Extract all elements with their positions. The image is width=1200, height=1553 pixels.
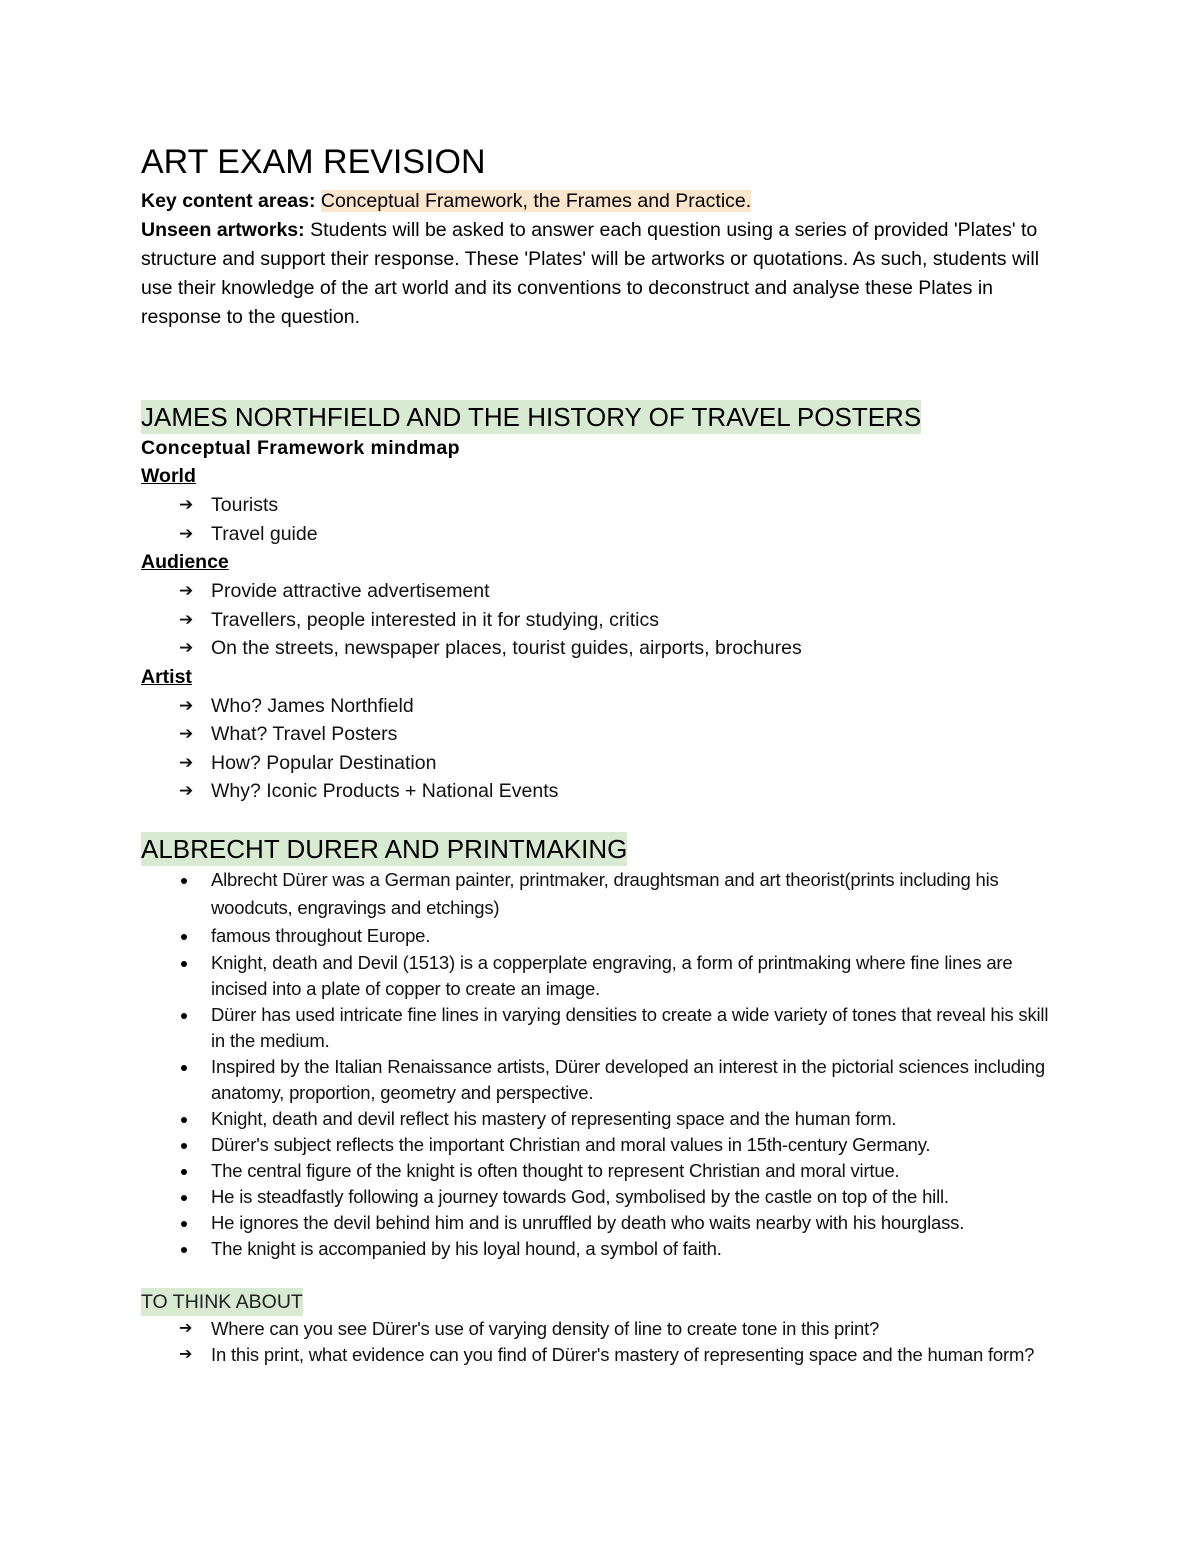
section-northfield xyxy=(141,400,1061,806)
list-item: ➔ Travellers, people interested in it for studying, critics xyxy=(179,606,1061,635)
bullet-icon xyxy=(181,1221,187,1227)
bullet-icon xyxy=(181,1065,187,1071)
arrow-icon: ➔ xyxy=(179,695,194,715)
list-item: ➔ Tourists xyxy=(179,491,1061,520)
list-item: Dürer's subject reflects the important Christian and moral values in 15th-century Germany. xyxy=(179,1132,1061,1158)
list-item: ➔ Where can you see Dürer's use of varying density of line to create tone in this print? xyxy=(179,1316,1061,1342)
arrow-icon: ➔ xyxy=(179,1319,193,1337)
key-content-label: Key content areas: xyxy=(141,190,316,212)
list-item: famous throughout Europe. xyxy=(179,922,1061,950)
bullet-icon xyxy=(181,1143,187,1149)
think-about-heading: TO THINK ABOUT xyxy=(141,1288,303,1316)
unseen-artworks-text: Students will be asked to answer each question using a series of provided 'Plates' to structure and support their response. These 'Plates' will be artworks or quotations. As such, students will use their knowledge of the art world and its conventions to deconstruct and analyse these Plates in response to the question. xyxy=(141,219,1040,328)
list-item: Albrecht Dürer was a German painter, printmaker, draughtsman and art theorist(prints including his woodcuts, engravings and etchings) xyxy=(179,866,1061,922)
section-durer xyxy=(141,832,1061,1368)
bullet-icon xyxy=(181,961,187,967)
arrow-icon: ➔ xyxy=(179,1345,193,1363)
list-item: ➔ Provide attractive advertisement xyxy=(179,577,1061,606)
arrow-icon: ➔ xyxy=(179,523,194,543)
unseen-artworks-label: Unseen artworks: xyxy=(141,219,305,241)
think-about-block xyxy=(141,1288,1061,1368)
list-item: ➔ Why? Iconic Products + National Events xyxy=(179,777,1061,806)
list-item: Knight, death and devil reflect his mastery of representing space and the human form. xyxy=(179,1106,1061,1132)
list-item: ➔ How? Popular Destination xyxy=(179,749,1061,778)
list-item: The central figure of the knight is often thought to represent Christian and moral virtue. xyxy=(179,1158,1061,1184)
bullet-icon xyxy=(181,878,187,884)
arrow-icon: ➔ xyxy=(179,609,194,629)
bullet-icon xyxy=(181,1169,187,1175)
page-title: ART EXAM REVISION xyxy=(141,143,486,181)
document-page xyxy=(141,140,1061,1368)
list-item: ➔ On the streets, newspaper places, tourist guides, airports, brochures xyxy=(179,634,1061,663)
arrow-icon: ➔ xyxy=(179,724,194,743)
arrow-icon: ➔ xyxy=(179,581,194,600)
section-heading-northfield: JAMES NORTHFIELD AND THE HISTORY OF TRAVEL POSTERS xyxy=(141,402,922,432)
key-content-text: Conceptual Framework, the Frames and Practice. xyxy=(320,190,752,212)
bullet-icon xyxy=(181,1247,187,1253)
bullet-icon xyxy=(181,934,187,940)
list-item: ➔ Who? James Northfield xyxy=(179,692,1061,721)
arrow-icon: ➔ xyxy=(179,752,194,772)
mindmap-subheading: Conceptual Framework mindmap xyxy=(141,437,460,459)
list-item: The knight is accompanied by his loyal hound, a symbol of faith. xyxy=(179,1236,1061,1262)
bullet-icon xyxy=(181,1013,187,1019)
list-item: ➔ What? Travel Posters xyxy=(179,720,1061,749)
arrow-icon: ➔ xyxy=(179,781,194,800)
key-content-areas xyxy=(141,187,1061,216)
artist-list xyxy=(141,692,1061,806)
list-item: He ignores the devil behind him and is unruffled by death who waits nearby with his hourglass. xyxy=(179,1210,1061,1236)
category-artist: Artist xyxy=(141,665,192,688)
unseen-artworks xyxy=(141,216,1061,332)
arrow-icon: ➔ xyxy=(179,495,194,514)
category-world: World xyxy=(141,465,196,487)
think-about-list xyxy=(141,1316,1061,1368)
list-item: Knight, death and Devil (1513) is a copperplate engraving, a form of printmaking where fine lines are incised into a plate of copper to create an image. xyxy=(179,950,1061,1002)
list-item: Inspired by the Italian Renaissance artists, Dürer developed an interest in the pictorial sciences including anatomy, proportion, geometry and perspective. xyxy=(179,1054,1061,1106)
world-list xyxy=(141,491,1061,548)
list-item: He is steadfastly following a journey towards God, symbolised by the castle on top of the hill. xyxy=(179,1184,1061,1210)
list-item: ➔ Travel guide xyxy=(179,520,1061,549)
list-item: Dürer has used intricate fine lines in varying densities to create a wide variety of tones that reveal his skill in the medium. xyxy=(179,1002,1061,1054)
category-audience: Audience xyxy=(141,551,229,573)
list-item: ➔ In this print, what evidence can you find of Dürer's mastery of representing space and the human form? xyxy=(179,1342,1061,1368)
bullet-icon xyxy=(181,1117,187,1123)
arrow-icon: ➔ xyxy=(179,638,194,657)
audience-list xyxy=(141,577,1061,663)
bullet-icon xyxy=(181,1195,187,1201)
durer-bullet-list xyxy=(141,866,1061,1262)
section-heading-durer: ALBRECHT DURER AND PRINTMAKING xyxy=(141,833,628,864)
